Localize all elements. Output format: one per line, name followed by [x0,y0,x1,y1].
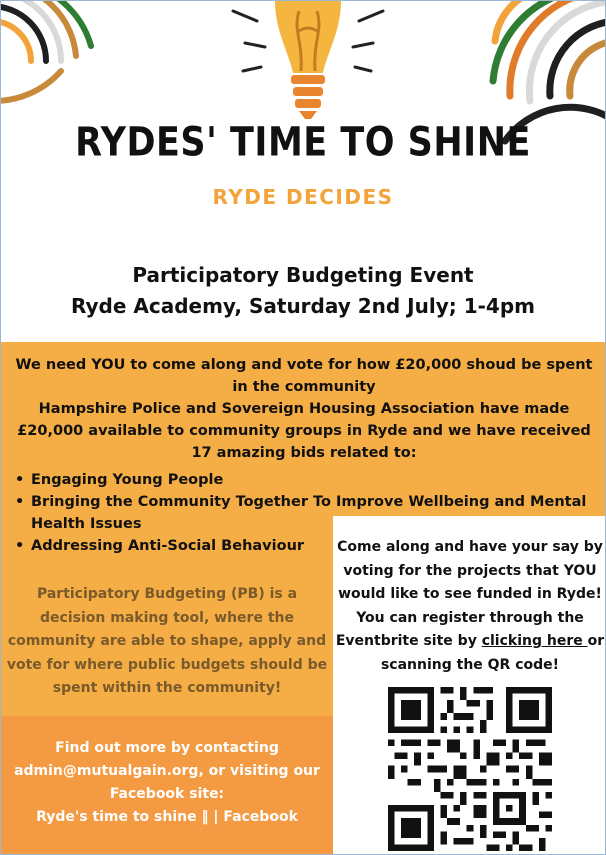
register-text-end: or scanning the QR code! [380,633,605,673]
event-details: Ryde Academy, Saturday 2nd July; 1-4pm [71,294,535,318]
register-text: Come along and have your say by voting for the projects that YOU would like to see funded in Ryde! You can register through the Eventbrite site by [335,539,603,649]
poster-title: RYDES' TIME TO SHINE [75,120,531,166]
intro-funding-info: Hampshire Police and Sovereign Housing Association have made £20,000 available to community groups in Ryde and we have received 17 amazing bids related to: [17,401,591,461]
poster-subtitle: RYDE DECIDES [212,185,394,209]
list-item: • Engaging Young People [9,469,606,491]
contact-text: Find out more by contacting admin@mutualgain.org, or visiting our Facebook site: [14,740,320,802]
intro-text [7,354,601,464]
pb-description: Participatory Budgeting (PB) is a decision making tool, where the community are able to shape, apply and vote for where public budgets should be spent within the community! [6,586,328,696]
decorative-arcs-left [1,1,111,121]
list-item: • Bringing the Community Together To Improve Wellbeing and Mental Health Issues [9,491,606,535]
qr-code-icon[interactable] [388,687,552,851]
list-item: • Addressing Anti-Social Behaviour [9,535,331,557]
register-info [335,536,605,677]
event-title: Participatory Budgeting Event [132,263,474,287]
contact-info [7,737,327,829]
eventbrite-link[interactable]: clicking here [481,633,588,649]
lightbulb-icon [223,1,393,129]
intro-call-to-action: We need YOU to come along and vote for how £20,000 shoud be spent in the community [15,357,593,395]
facebook-link[interactable]: Ryde's time to shine ‖ | Facebook [36,809,298,825]
